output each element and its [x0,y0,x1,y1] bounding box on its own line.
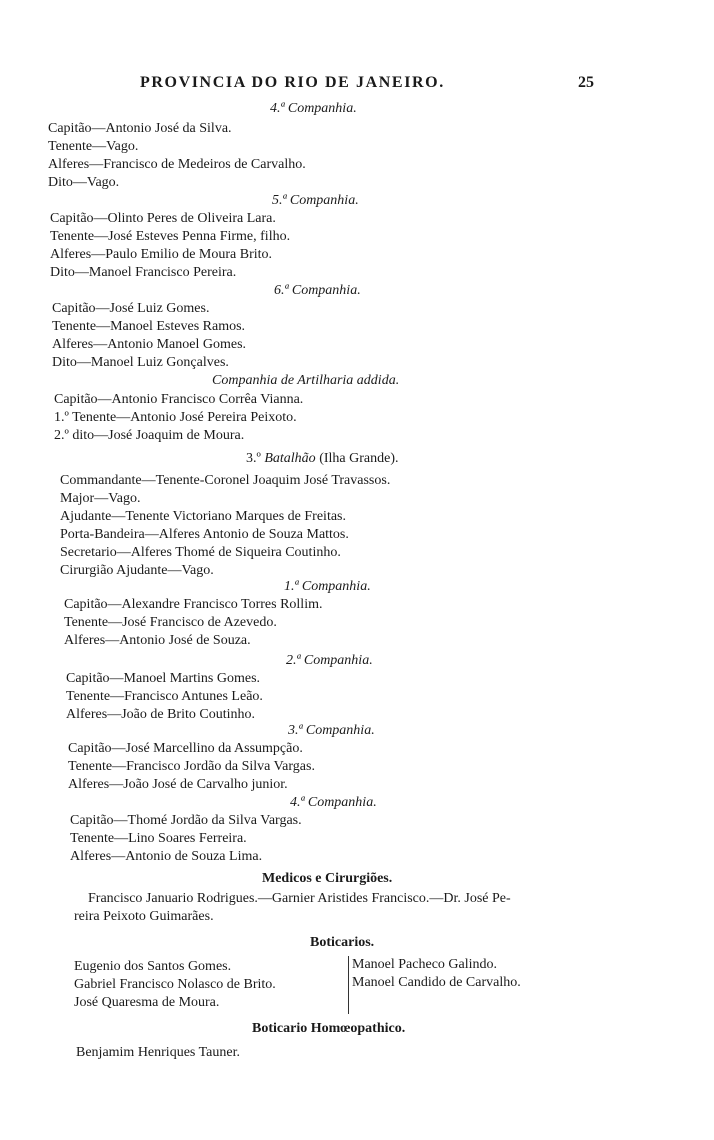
text-line: Capitão—Olinto Peres de Oliveira Lara. [50,211,276,226]
text-line: Francisco Januario Rodrigues.—Garnier Aristides Francisco.—Dr. José Pe- [88,891,511,906]
text-line: Benjamim Henriques Tauner. [76,1045,241,1060]
text-line: Manoel Pacheco Galindo. [352,957,498,972]
text-line: Tenente—Vago. [48,139,139,154]
text-line: Alferes—João José de Carvalho junior. [68,777,288,792]
text-line: Porta-Bandeira—Alferes Antonio de Souza Mattos. [60,527,349,542]
text-line: Tenente—Francisco Jordão da Silva Vargas. [68,759,315,774]
text-line: Capitão—José Marcellino da Assumpção. [68,741,303,756]
section-heading: 5.ª Companhia. [272,193,359,208]
text-line: Tenente—Lino Soares Ferreira. [70,831,247,846]
text-line: Capitão—Thomé Jordão da Silva Vargas. [70,813,302,828]
text-line: Tenente—José Francisco de Azevedo. [64,615,277,630]
section-heading: Medicos e Cirurgiões. [262,871,393,886]
text-line: Tenente—José Esteves Penna Firme, filho. [50,229,291,244]
text-line: Alferes—Antonio Manoel Gomes. [52,337,247,352]
section-heading: 6.ª Companhia. [274,283,361,298]
text-line: Ajudante—Tenente Victoriano Marques de Freitas. [60,509,347,524]
text-line: Cirurgião Ajudante—Vago. [60,563,214,578]
text-line: Capitão—Antonio José da Silva. [48,121,232,136]
section-heading: 3.ª Companhia. [288,723,375,738]
battalion-location: (Ilha Grande). [319,451,399,466]
text-line: Alferes—Paulo Emilio de Moura Brito. [50,247,273,262]
page-number: 25 [578,74,594,91]
text-line: Tenente—Francisco Antunes Leão. [66,689,263,704]
text-line: Dito—Manoel Luiz Gonçalves. [52,355,229,370]
text-line: Capitão—José Luiz Gomes. [52,301,210,316]
text-line: Alferes—Antonio de Souza Lima. [70,849,263,864]
section-heading: 2.ª Companhia. [286,653,373,668]
text-line: Tenente—Manoel Esteves Ramos. [52,319,246,334]
text-line: Gabriel Francisco Nolasco de Brito. [74,977,276,992]
text-line: Alferes—Francisco de Medeiros de Carvalho. [48,157,306,172]
text-line: 1.º Tenente—Antonio José Pereira Peixoto. [54,410,297,425]
text-line: Eugenio dos Santos Gomes. [74,959,232,974]
section-heading: Companhia de Artilharia addida. [212,373,400,388]
running-title: PROVINCIA DO RIO DE JANEIRO. [140,74,445,91]
battalion-number: 3.º [246,451,261,466]
section-heading: Boticarios. [310,935,375,950]
text-line: Dito—Vago. [48,175,120,190]
text-line: reira Peixoto Guimarães. [74,909,214,924]
page-header [0,74,714,96]
text-line: Alferes—João de Brito Coutinho. [66,707,255,722]
battalion-label: Batalhão [264,451,316,466]
text-line: Dito—Manoel Francisco Pereira. [50,265,237,280]
text-line: Capitão—Alexandre Francisco Torres Rollim. [64,597,323,612]
column-divider [348,956,349,1014]
text-line: Commandante—Tenente-Coronel Joaquim José Travassos. [60,473,391,488]
text-line: Capitão—Manoel Martins Gomes. [66,671,261,686]
text-line: Alferes—Antonio José de Souza. [64,633,251,648]
text-line: José Quaresma de Moura. [74,995,220,1010]
section-heading: 4.ª Companhia. [270,101,357,116]
battalion-heading [246,450,398,468]
text-line: Manoel Candido de Carvalho. [352,975,521,990]
text-line: Secretario—Alferes Thomé de Siqueira Coutinho. [60,545,341,560]
text-line: Capitão—Antonio Francisco Corrêa Vianna. [54,392,304,407]
text-line: 2.º dito—José Joaquim de Moura. [54,428,245,443]
section-heading: 1.ª Companhia. [284,579,371,594]
text-line: Major—Vago. [60,491,141,506]
section-heading: Boticario Homœopathico. [252,1021,406,1036]
section-heading: 4.ª Companhia. [290,795,377,810]
